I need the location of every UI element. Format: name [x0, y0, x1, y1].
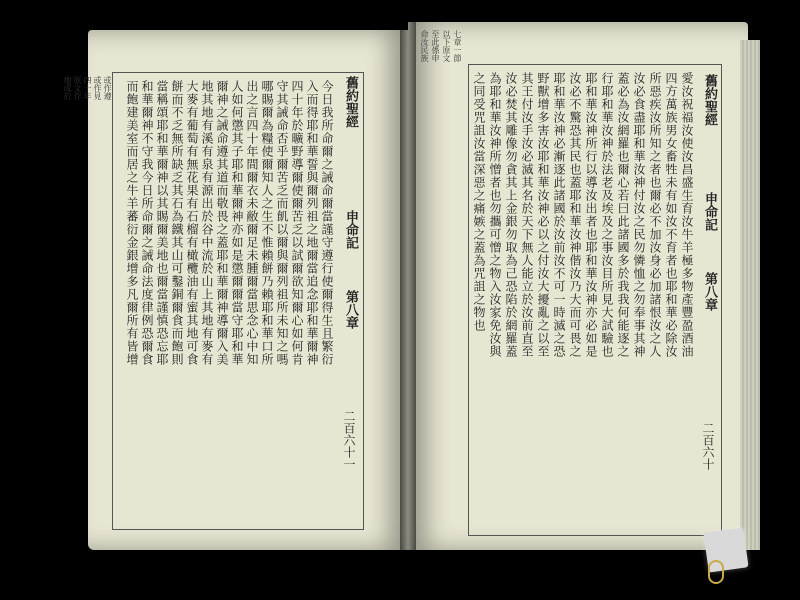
- text-column: 人如何懲其子耶和華爾神亦如是懲爾爾當守耶和華: [230, 80, 244, 366]
- left-page-number: 二百六十一: [342, 410, 356, 470]
- text-column: 行耶和華汝神於法老及埃及之事汝目所見大試驗也: [600, 72, 614, 358]
- footnote: 地成於: [63, 76, 72, 100]
- footnote: 或作遵: [103, 76, 112, 100]
- footnote: 命汝民族: [420, 30, 429, 62]
- ring-clip: [708, 560, 724, 584]
- right-header-chapter: 第八章: [702, 272, 717, 311]
- text-column: 蓋必為汝網羅也爾心若曰此諸國多於我我何能逐之: [616, 72, 630, 358]
- footnote: 或作見: [93, 76, 102, 100]
- text-column: 今日我所命爾之誡命爾當謹守遵行使爾得生且繁衍: [320, 80, 334, 366]
- text-column: 爾神之誡命遵其道而敬畏之蓋耶和華爾神導爾入美: [215, 80, 229, 366]
- right-page-number: 二百六十: [701, 422, 715, 470]
- text-column: 汝必焚其雕像勿貪其上金銀勿取為己恐陷於網羅蓋: [504, 72, 518, 358]
- footnote: 七章一節: [453, 30, 462, 62]
- right-header-title: 舊約聖經: [702, 74, 717, 126]
- text-column: 耶和華汝神所行以導汝出者也耶和華汝神亦必如是: [584, 72, 598, 358]
- text-column: 汝必不驚恐其民也蓋耶和華汝神偕汝乃大而可畏之: [568, 72, 582, 358]
- book-gutter: [400, 22, 416, 552]
- footnote: 四十年: [83, 76, 92, 100]
- footnote: 原文作: [73, 76, 82, 100]
- text-column: 汝必食盡耶和華汝神付汝之民勿憐恤之勿奉事其神: [632, 72, 646, 358]
- right-header-book: 申命記: [702, 192, 717, 231]
- text-column: 之同受咒詛汝當深惡之痛嫉之蓋為咒詛之物也: [472, 72, 486, 332]
- text-column: 耶和華汝神必漸逐此諸國於汝前汝不可一時滅之恐: [552, 72, 566, 358]
- text-column: 餅而不乏無所缺乏其石為鐵其山可鑿銅爾食而飽則: [170, 80, 184, 366]
- text-column: 其王付汝手汝必滅其名於天下無人能立於汝前直至: [520, 72, 534, 358]
- left-header-chapter: 第八章: [343, 290, 358, 329]
- text-column: 地其地有溪有泉有源出於谷中流於山上其地有麥有: [200, 80, 214, 366]
- footnote: 至此係申: [431, 30, 440, 62]
- text-column: 為耶和華汝神所憎者也勿攜可憎之物入汝家免汝與: [488, 72, 502, 358]
- text-column: 守其誡命否乎爾苦乏而飢以爾與爾列祖所未知之嗎: [275, 80, 289, 366]
- text-column: 愛汝祝福汝使汝昌盛生育汝牛羊極多物產豐盈酒油: [680, 72, 694, 358]
- text-column: 大麥有葡萄有無花果有石榴有橄欖油有蜜其地可食: [185, 80, 199, 366]
- footnote: 以下原文: [442, 30, 451, 62]
- text-column: 所惡疾汝所知之者也爾必不加汝身必加諸恨汝之人: [648, 72, 662, 358]
- text-column: 哪賜爾為糧使爾知人之生不惟賴餅乃賴耶和華口所: [260, 80, 274, 366]
- right-page: [408, 22, 748, 550]
- left-header-book: 申命記: [343, 210, 358, 249]
- text-column: 四十年於曠野導爾使爾苦乏以試爾欲知爾心如何肯: [290, 80, 304, 366]
- left-header-title: 舊約聖經: [343, 76, 358, 128]
- text-column: 野獸增多害汝耶和華汝神必以之付汝大擾亂之以至: [536, 72, 550, 358]
- left-page: [63, 30, 408, 550]
- text-column: 而飽建美室而居之牛羊蕃衍金銀增多凡爾所有皆增: [125, 80, 139, 366]
- page-edges: [740, 40, 760, 550]
- text-column: 當稱頌耶和華爾神以其賜爾美地也爾當謹慎恐忘耶: [155, 80, 169, 366]
- text-column: 入而得耶和華誓與爾列祖之地爾當追念耶和華爾神: [305, 80, 319, 366]
- text-column: 出之言四十年間爾衣未敝爾足未腫爾當思念心中知: [245, 80, 259, 366]
- text-column: 和華爾神不守我今日所命爾之誡命法度律例恐爾食: [140, 80, 154, 366]
- text-column: 四方萬族男女畜牲未有如汝不育者也耶和華必除汝: [664, 72, 678, 358]
